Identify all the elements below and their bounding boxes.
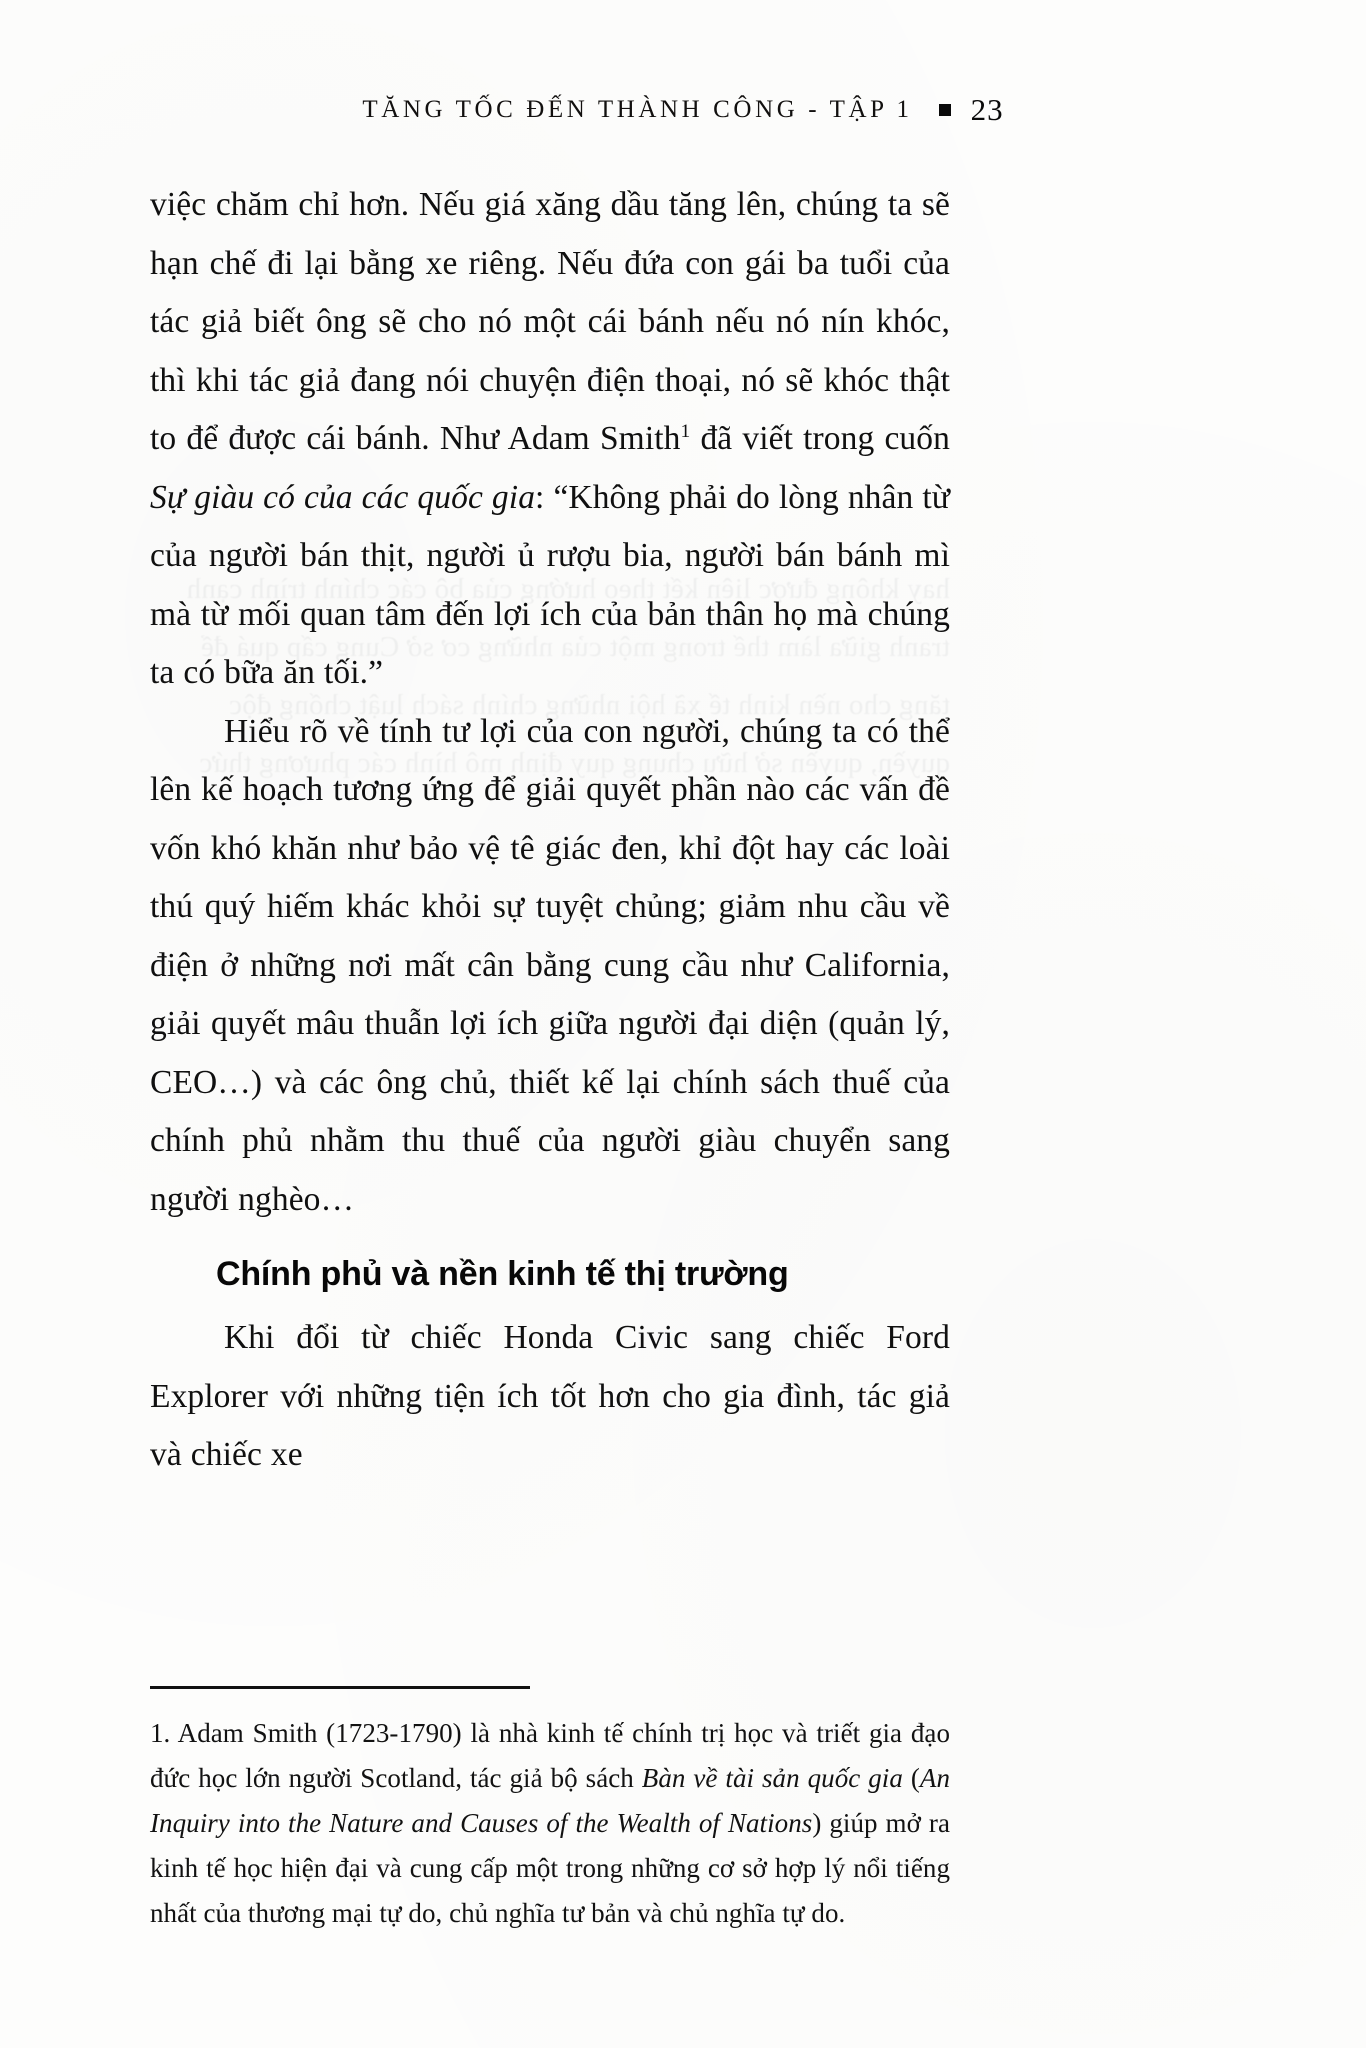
footnote-part-2: ( — [902, 1763, 920, 1793]
footnote-title-italic-vietnamese: Bàn về tài sản quốc gia — [641, 1763, 903, 1793]
paragraph-1-part-2: đã viết trong cuốn — [690, 420, 950, 457]
footnote-separator-rule — [150, 1686, 530, 1689]
footnote-1 — [150, 1711, 950, 1936]
page-showthrough: hay không được liên kết theo hướng của bộ các chính trình cạnh tranh giữa làm thế trong một của những cơ sở Cung cấp quá để tăng cho nền kinh tế xã hội những chính sách luật chống độc quyền, quyền sở hữu chung quy định mô hình các phương thức — [178, 573, 950, 779]
paragraph-1 — [150, 176, 950, 703]
running-head-title: TĂNG TỐC ĐẾN THÀNH CÔNG - TẬP 1 — [362, 96, 913, 123]
footnote-part-1: 1. Adam Smith (1723-1790) là nhà kinh tế chính trị học và triết gia đạo đức học lớn người Scotland, tác giả bộ sách — [150, 1718, 950, 1793]
body-text-block — [150, 176, 950, 1485]
filled-square-icon — [939, 104, 951, 116]
book-title-italic-vietnamese: Sự giàu có của các quốc gia — [150, 478, 536, 516]
footnote-reference-marker: 1 — [680, 420, 691, 442]
paragraph-2: Hiểu rõ về tính tư lợi của con người, chúng ta có thể lên kế hoạch tương ứng để giải quyết phần nào các vấn đề vốn khó khăn như bảo vệ tê giác đen, khỉ đột hay các loài thú quý hiếm khác khỏi sự tuyệt chủng; giảm nhu cầu về điện ở những nơi mất cân bằng cung cầu như California, giải quyết mâu thuẫn lợi ích giữa người đại diện (quản lý, CEO…) và các ông chủ, thiết kế lại chính sách thuế của chính phủ nhằm thu thuế của người giàu chuyển sang người nghèo… — [150, 712, 950, 1218]
paragraph-1-part-3: : “Không phải do lòng nhân từ của người bán thịt, người ủ rượu bia, người bán bánh mì mà từ mối quan tâm đến lợi ích của bản thân họ mà chúng ta có bữa ăn tối.” — [150, 478, 950, 691]
section-heading: Chính phủ và nền kinh tế thị trường — [216, 1255, 789, 1293]
paragraph-3: Khi đổi từ chiếc Honda Civic sang chiếc Ford Explorer với những tiện ích tốt hơn cho gia đình, tác giả và chiếc xe — [150, 1319, 950, 1473]
paragraph-1-part-1: việc chăm chỉ hơn. Nếu giá xăng dầu tăng lên, chúng ta sẽ hạn chế đi lại bằng xe riêng. Nếu đứa con gái ba tuổi của tác giả biết ông sẽ cho nó một cái bánh nếu nó nín khóc, thì khi tác giả đang nói chuyện điện thoại, nó sẽ khóc thật to để được cái bánh. Như Adam Smith — [150, 186, 950, 457]
running-head — [0, 92, 1366, 128]
footnote-area — [150, 1686, 950, 1936]
page-number: 23 — [970, 92, 1004, 127]
footnote-title-italic-english: An Inquiry into the Nature and Causes of the Wealth of Nations — [150, 1763, 950, 1838]
footnote-part-3: ) giúp mở ra kinh tế học hiện đại và cung cấp một trong những cơ sở hợp lý nổi tiếng nhất của thương mại tự do, chủ nghĩa tư bản và chủ nghĩa tự do. — [150, 1808, 950, 1928]
